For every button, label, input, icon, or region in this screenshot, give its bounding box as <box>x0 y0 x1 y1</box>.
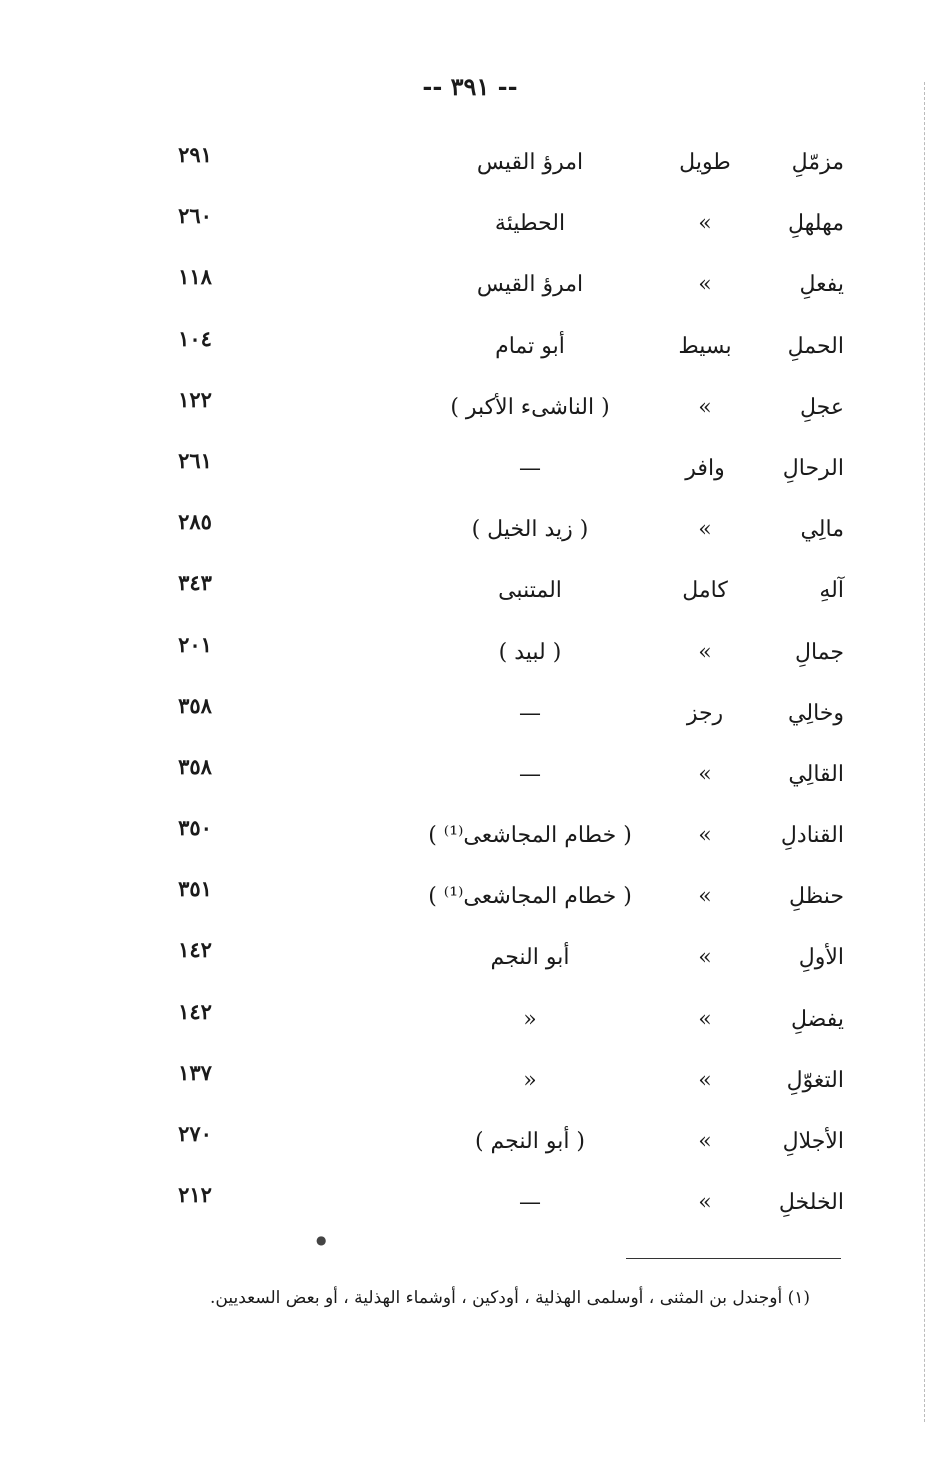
table-row <box>0 997 940 1058</box>
table-row <box>0 262 940 323</box>
rhyme-cell: القنادلِ <box>780 823 844 849</box>
rhyme-cell: مهلهلِ <box>787 211 844 237</box>
page-edge-line <box>924 82 925 1422</box>
poet-cell: « <box>523 1006 537 1032</box>
poet-cell: المتنبى <box>498 578 562 604</box>
rhyme-cell: عجلِ <box>800 394 844 420</box>
page-ref-cell: ٣٤٣ <box>178 570 212 596</box>
rhyme-cell: يفضلِ <box>791 1006 844 1032</box>
poet-cell: ( لبيد ) <box>498 639 562 665</box>
poet-cell: أبو النجم <box>490 945 570 971</box>
meter-cell: « <box>698 1006 712 1032</box>
page-ref-cell: ٢٦١ <box>178 447 212 473</box>
poet-cell: ( خطام المجاشعى⁽¹⁾ ) <box>428 884 632 910</box>
page-ref-cell: ١٤٢ <box>178 998 212 1024</box>
table-row <box>0 507 940 568</box>
rhyme-cell: الأولِ <box>798 945 844 971</box>
meter-cell: « <box>698 211 712 237</box>
poet-cell: — <box>519 761 541 787</box>
meter-cell: رجز <box>686 700 724 726</box>
poet-cell: ( خطام المجاشعى⁽¹⁾ ) <box>428 823 632 849</box>
rhyme-cell: يفعلِ <box>799 272 844 298</box>
table-row <box>0 935 940 996</box>
meter-cell: كامل <box>682 578 728 604</box>
table-row <box>0 201 940 262</box>
rhyme-cell: الحملِ <box>787 333 844 359</box>
page-ref-cell: ٢٦٠ <box>178 203 212 229</box>
meter-cell: « <box>698 1190 712 1216</box>
table-row <box>0 630 940 691</box>
table-row <box>0 752 940 813</box>
rhyme-cell: مالِي <box>800 517 844 543</box>
rhyme-cell: مزمّلِ <box>791 150 844 175</box>
meter-cell: « <box>698 761 712 787</box>
meter-cell: وافر <box>685 455 725 481</box>
poet-cell: — <box>519 1190 541 1216</box>
meter-cell: بسيط <box>678 333 732 359</box>
rhyme-cell: جمالِ <box>794 639 844 665</box>
rhyme-cell: القالِي <box>788 761 844 787</box>
meter-cell: « <box>698 884 712 910</box>
poet-cell: ( الناشىء الأكبر ) <box>450 394 610 420</box>
poet-cell: ( زيد الخيل ) <box>471 517 589 543</box>
poet-cell: الحطيئة <box>494 211 566 237</box>
table-row <box>0 1119 940 1180</box>
rhyme-cell: الأجلالِ <box>782 1129 844 1154</box>
page-ref-cell: ١٣٧ <box>178 1059 212 1085</box>
table-row <box>0 813 940 874</box>
table-row <box>0 1180 940 1241</box>
poet-cell: — <box>519 455 541 481</box>
page-ref-cell: ٢٨٥ <box>178 509 212 535</box>
meter-cell: « <box>698 1067 712 1093</box>
footnote: (١) أوجندل بن المثنى ، أوسلمى الهذلية ، أودكين ، أوشماء الهذلية ، أو بعض السعديين. <box>209 1288 810 1308</box>
meter-cell: « <box>698 517 712 543</box>
table-row <box>0 874 940 935</box>
page-ref-cell: ١٤٢ <box>178 937 212 963</box>
meter-cell: « <box>698 639 712 665</box>
table-row <box>0 1058 940 1119</box>
rhyme-cell: حنظلِ <box>789 884 844 910</box>
meter-cell: « <box>698 1129 712 1154</box>
page-ref-cell: ٢٧٠ <box>178 1121 212 1146</box>
page-ref-cell: ٢١٢ <box>178 1182 212 1208</box>
page-ref-cell: ٣٥٨ <box>178 692 212 718</box>
poet-cell: امرؤ القيس <box>476 150 584 175</box>
table-row <box>0 446 940 507</box>
page-ref-cell: ١١٨ <box>178 264 212 290</box>
ink-speck: ● <box>316 1233 327 1247</box>
rhyme-cell: وخالِي <box>788 700 844 726</box>
page-ref-cell: ٣٥٠ <box>178 815 212 841</box>
poet-cell: ( أبو النجم ) <box>474 1129 586 1154</box>
rhyme-cell: الخلخلِ <box>778 1190 844 1216</box>
poet-cell: « <box>523 1067 537 1093</box>
table-row <box>0 324 940 385</box>
page-ref-cell: ٣٥٨ <box>178 753 212 779</box>
table-row <box>0 568 940 629</box>
poet-cell: امرؤ القيس <box>476 272 584 298</box>
page-number: -- ٣٩١ -- <box>422 72 518 101</box>
poet-cell: أبو تمام <box>495 333 565 359</box>
page-ref-cell: ٣٥١ <box>178 876 212 902</box>
rhyme-cell: آلهِ <box>819 578 844 604</box>
footnote-separator <box>626 1258 841 1259</box>
meter-cell: « <box>698 945 712 971</box>
page-ref-cell: ١٠٤ <box>178 325 212 351</box>
index-table <box>0 140 940 1241</box>
meter-cell: « <box>698 823 712 849</box>
page-ref-cell: ١٢٢ <box>178 386 212 412</box>
table-row <box>0 691 940 752</box>
table-row <box>0 140 940 201</box>
poet-cell: — <box>519 700 541 726</box>
page-ref-cell: ٢٩١ <box>178 142 212 167</box>
page-ref-cell: ٢٠١ <box>178 631 212 657</box>
table-row <box>0 385 940 446</box>
rhyme-cell: التغوّلِ <box>786 1067 844 1093</box>
rhyme-cell: الرحالِ <box>782 455 844 481</box>
meter-cell: « <box>698 394 712 420</box>
meter-cell: طويل <box>679 150 731 175</box>
meter-cell: « <box>698 272 712 298</box>
